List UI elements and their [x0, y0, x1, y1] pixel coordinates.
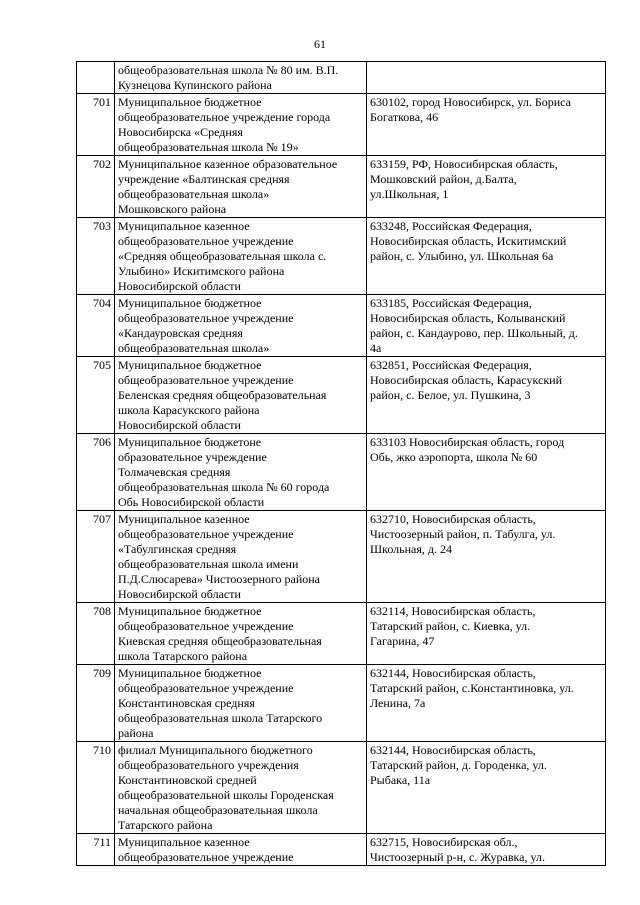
row-number: 711	[77, 834, 115, 866]
institution-name: Муниципальное бюджетное общеобразовательное учреждение города Новосибирска «Средняя общеобразовательная школа № 19»	[115, 94, 367, 156]
institution-address: 632144, Новосибирская область, Татарский район, с.Константиновка, ул. Ленина, 7а	[367, 665, 606, 742]
table-row	[77, 156, 606, 218]
row-number: 708	[77, 603, 115, 665]
institution-name: Муниципальное бюджетное общеобразовательное учреждение «Кандауровская средняя общеобразовательная школа»	[115, 295, 367, 357]
table-row	[77, 295, 606, 357]
institution-address: 632114, Новосибирская область, Татарский район, с. Киевка, ул. Гагарина, 47	[367, 603, 606, 665]
institution-address: 632144, Новосибирская область, Татарский район, д. Городенка, ул. Рыбака, 11а	[367, 742, 606, 834]
table-row	[77, 834, 606, 866]
institution-address: 633103 Новосибирская область, город Обь, жко аэропорта, школа № 60	[367, 434, 606, 511]
row-number: 709	[77, 665, 115, 742]
institution-name: Муниципальное бюджетное общеобразовательное учреждение Беленская средняя общеобразовательная школа Карасукского района Новосибирской области	[115, 357, 367, 434]
row-number: 703	[77, 218, 115, 295]
institution-address: 633159, РФ, Новосибирская область, Мошковский район, д.Балта, ул.Школьная, 1	[367, 156, 606, 218]
schools-table	[76, 61, 606, 866]
institution-name: филиал Муниципального бюджетного общеобразовательного учреждения Константиновской средней общеобразовательной школы Городенская начальная общеобразовательная школа Татарского района	[115, 742, 367, 834]
table-row	[77, 357, 606, 434]
institution-address: 632710, Новосибирская область, Чистоозерный район, п. Табулга, ул. Школьная, д. 24	[367, 511, 606, 603]
row-number	[77, 62, 115, 94]
institution-address: 633185, Российская Федерация, Новосибирская область, Колыванский район, с. Кандаурово, пер. Школьный, д. 4а	[367, 295, 606, 357]
row-number: 705	[77, 357, 115, 434]
table-row	[77, 434, 606, 511]
page-number: 61	[314, 37, 326, 51]
table-row	[77, 665, 606, 742]
table-row	[77, 603, 606, 665]
row-number: 706	[77, 434, 115, 511]
institution-address: 632851, Российская Федерация, Новосибирская область, Карасукский район, с. Белое, ул. Пушкина, 3	[367, 357, 606, 434]
table-row	[77, 218, 606, 295]
institution-name: Муниципальное казенное общеобразовательное учреждение	[115, 834, 367, 866]
row-number: 701	[77, 94, 115, 156]
institution-name: общеобразовательная школа № 80 им. В.П. Кузнецова Купинского района	[115, 62, 367, 94]
table-row	[77, 94, 606, 156]
institution-name: Муниципальное бюджетоне образовательное учреждение Толмачевская средняя общеобразовательная школа № 60 города Обь Новосибирской области	[115, 434, 367, 511]
table-row	[77, 511, 606, 603]
institution-address: 633248, Российская Федерация, Новосибирская область, Искитимский район, с. Улыбино, ул. Школьная 6а	[367, 218, 606, 295]
institution-address	[367, 62, 606, 94]
institution-address: 632715, Новосибирская обл., Чистоозерный р-н, с. Журавка, ул.	[367, 834, 606, 866]
institution-address: 630102, город Новосибирск, ул. Бориса Богаткова, 46	[367, 94, 606, 156]
row-number: 710	[77, 742, 115, 834]
institution-name: Муниципальное казенное общеобразовательное учреждение «Табулгинская средняя общеобразовательная школа имени П.Д.Слюсарева» Чистоозерного района Новосибирской области	[115, 511, 367, 603]
institution-name: Муниципальное казенное образовательное учреждение «Балтинская средняя общеобразовательная школа» Мошковского района	[115, 156, 367, 218]
row-number: 704	[77, 295, 115, 357]
row-number: 702	[77, 156, 115, 218]
institution-name: Муниципальное бюджетное общеобразовательное учреждение Киевская средняя общеобразовательная школа Татарского района	[115, 603, 367, 665]
row-number: 707	[77, 511, 115, 603]
institution-name: Муниципальное бюджетное общеобразовательное учреждение Константиновская средняя общеобразовательная школа Татарского района	[115, 665, 367, 742]
institution-name: Муниципальное казенное общеобразовательное учреждение «Средняя общеобразовательная школа с. Улыбино» Искитимского района Новосибирской области	[115, 218, 367, 295]
table-row	[77, 742, 606, 834]
table-row	[77, 62, 606, 94]
